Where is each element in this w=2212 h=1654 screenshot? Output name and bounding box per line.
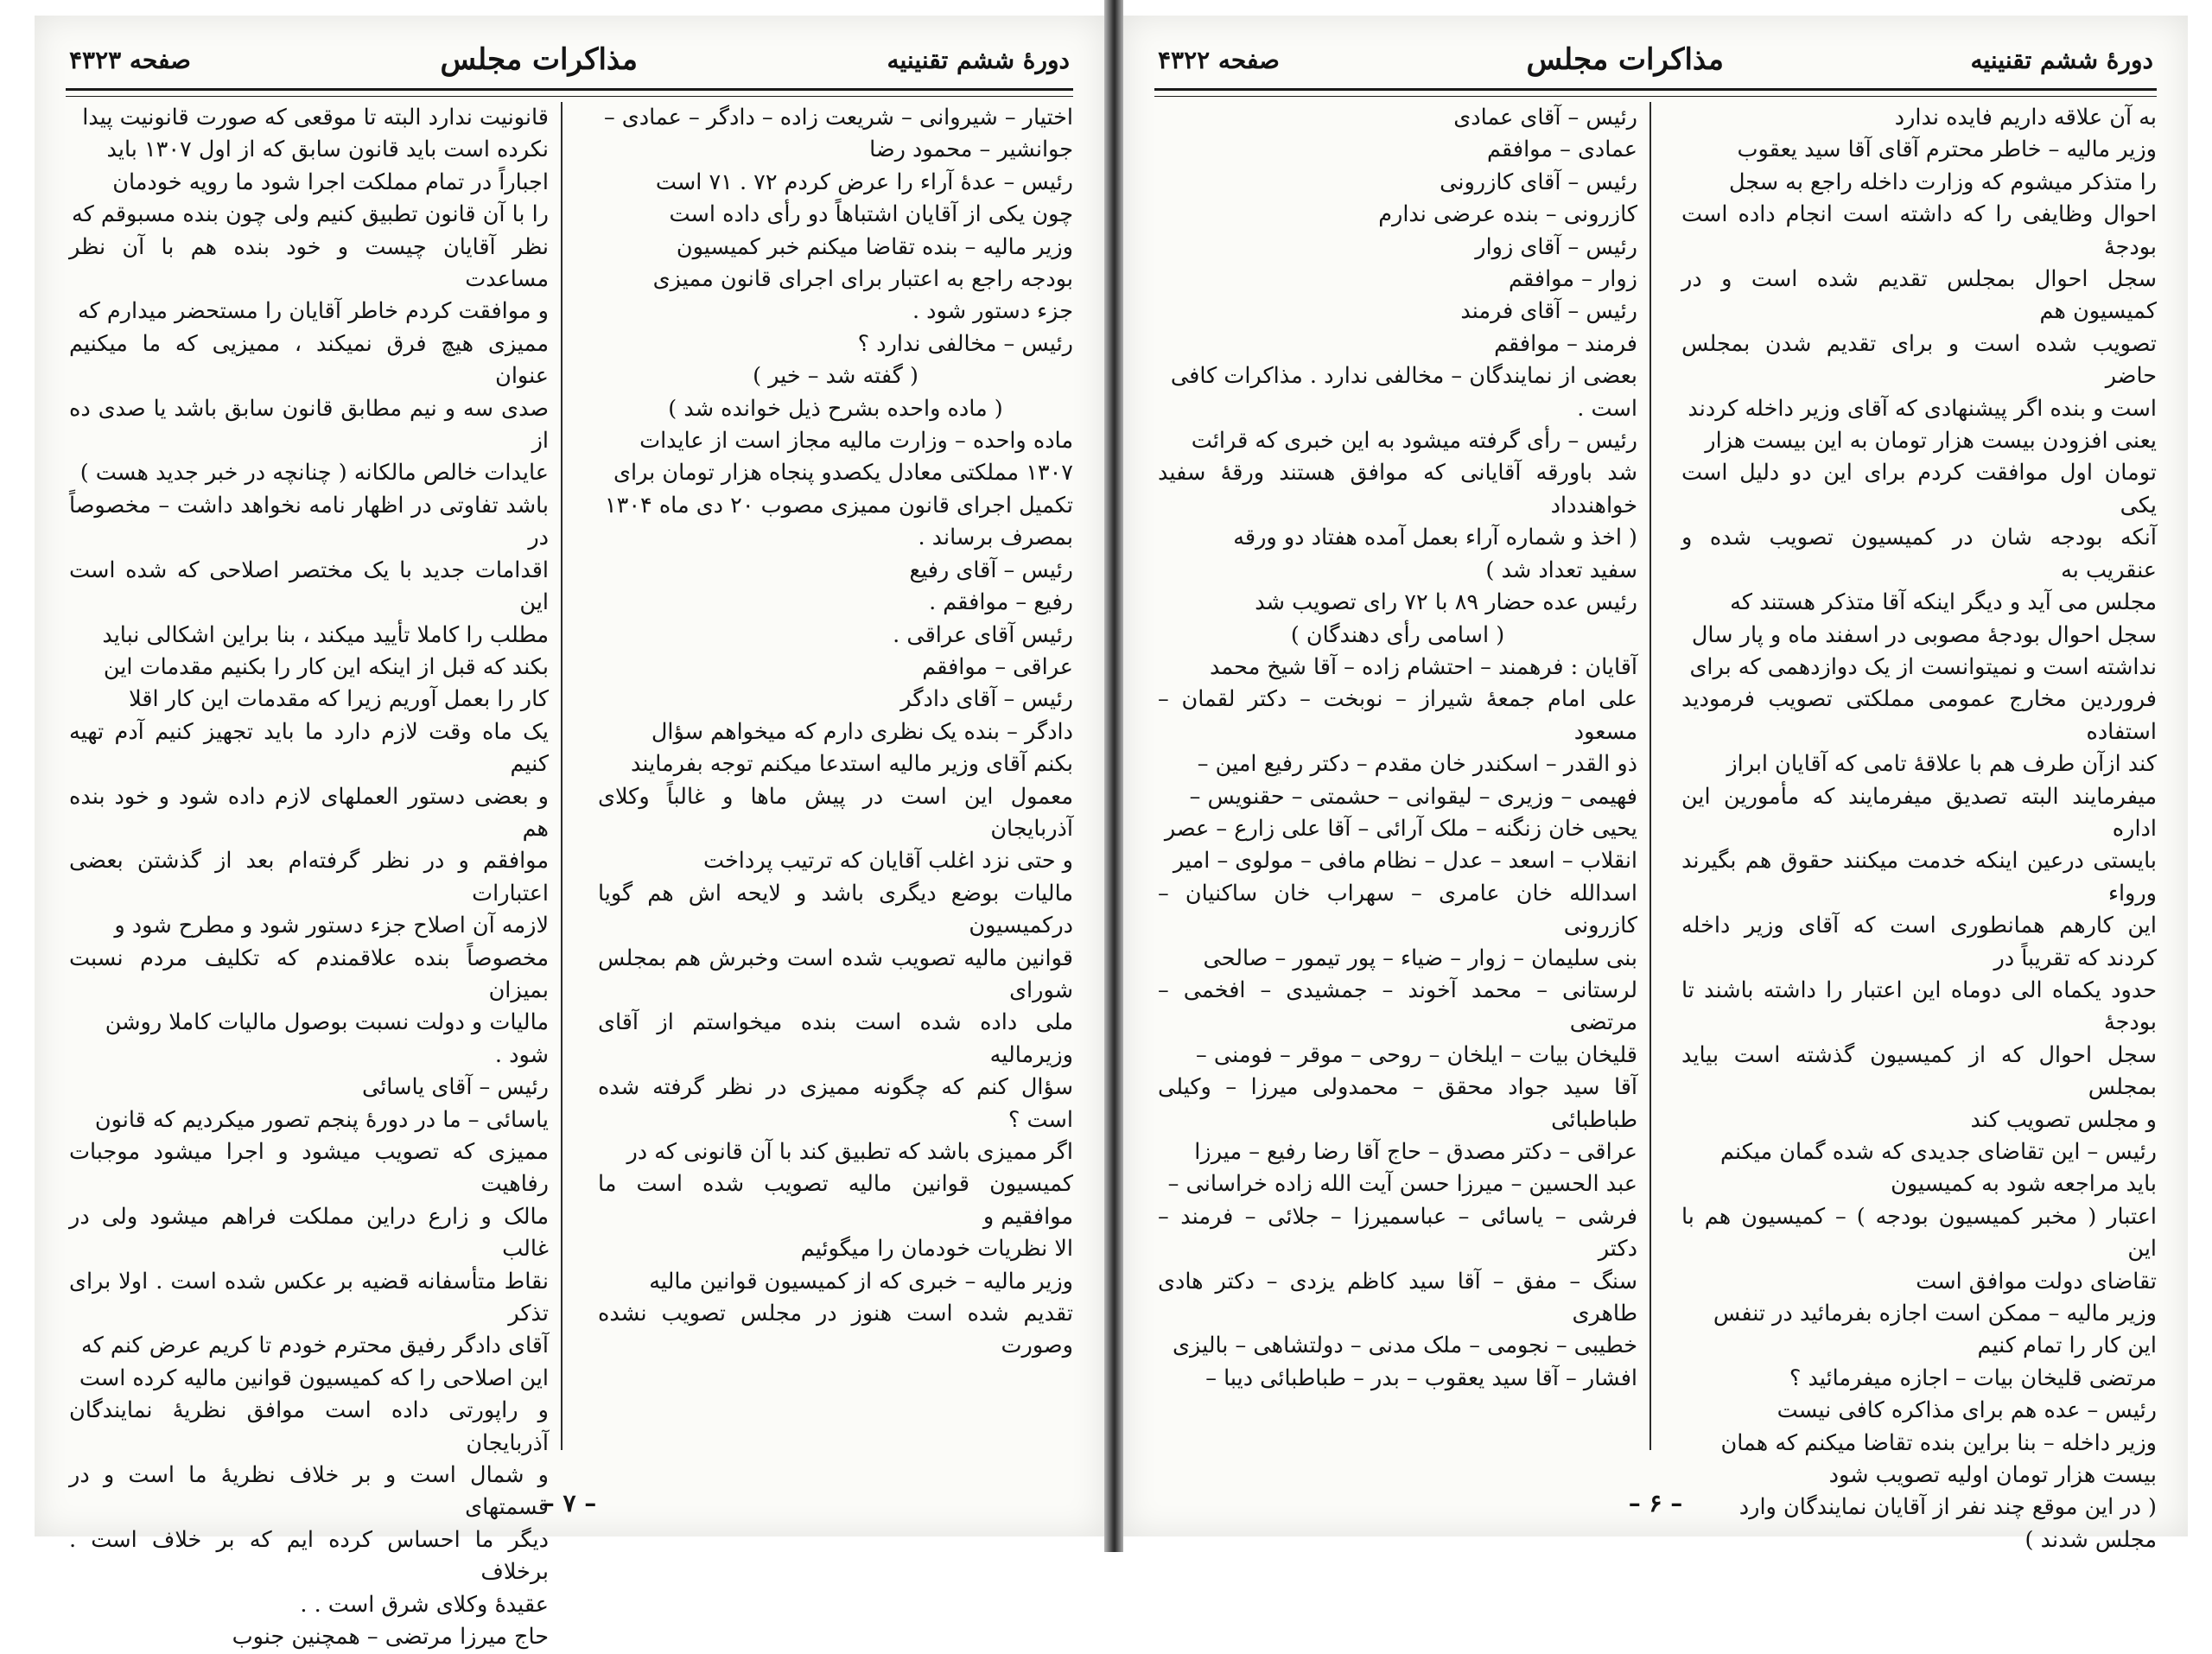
text-line: سجل احوال بودجۀ مصوبی در اسفند ماه و پار سال xyxy=(1691,621,2157,648)
text-line: بودجه راجع به اعتبار برای اجرای قانون ممیزی xyxy=(652,266,1073,293)
text-line: یعنی افزودن بیست هزار تومان به این بیست هزار xyxy=(1705,428,2157,455)
text-line: بایستی درعین اینکه خدمت میکنند حقوق هم بگیرند ورواء xyxy=(1681,848,2157,907)
right-header-rule xyxy=(1154,88,2157,97)
text-line: مخصوصاً بنده علاقمندم که تکلیف مردم نسبت بمیزان xyxy=(69,945,549,1003)
text-line: ماده واحده – وزارت مالیه مجاز است از عایدات xyxy=(639,428,1073,455)
right-page-column-left xyxy=(1158,102,1637,1467)
text-line: مرتضی قلیخان بیات – اجازه میفرمائید ؟ xyxy=(1789,1365,2157,1391)
text-line: مجلس شدند ) xyxy=(2024,1526,2157,1553)
text-line: و بعضی دستور العملهای لازم داده شود و خود بنده هم xyxy=(69,783,549,842)
text-line: یحیی خان زنگنه – ملک آرائی – آقا علی زارع – عصر xyxy=(1164,815,1637,842)
text-line: عمادی – موافقم xyxy=(1487,137,1637,163)
text-line: را با آن قانون تطبیق کنیم ولی چون بنده مسبوقم که xyxy=(71,201,549,228)
text-line: فهیمی – وزیری – لیقوانی – حشمتی – حقنویس – xyxy=(1189,783,1637,810)
text-line: تومان اول موافقت کردم برای این دو دلیل است یکی xyxy=(1681,460,2157,518)
text-line: رئیس – آقای زوار xyxy=(1475,233,1637,260)
text-line: دیگر ما احساس کرده ایم که بر خلاف است . برخلاف xyxy=(69,1526,549,1586)
text-line: رئیس – مخالفی ندارد ؟ xyxy=(857,330,1073,357)
text-line: فروردین مخارج عمومی مملکتی تصویب فرمودید استفاده xyxy=(1681,686,2157,745)
text-line: موافقم و در نظر گرفته‌ام بعد از گذشتن بعضی اعتبارات xyxy=(69,848,549,907)
left-header-session: دورۀ ششم تقنینیه xyxy=(887,45,1070,74)
left-page-column-left xyxy=(69,102,549,1651)
text-line: و موافقت کردم خاطر آقایان را مستحضر میدارم که xyxy=(78,298,549,325)
text-line: ممیزی هیچ فرق نمیکند ، ممیزیی که ما میکنیم عنوان xyxy=(69,330,549,390)
text-line: کازرونی – بنده عرضی ندارم xyxy=(1378,201,1637,228)
text-line: سنگ – مفق – آقا سید کاظم یزدی – دکتر هادی طاهری xyxy=(1158,1268,1637,1327)
text-line: رئیس – آقای رفیع xyxy=(909,557,1073,583)
text-line: احوال وظایفی را که داشته است انجام داده است بودجۀ xyxy=(1681,201,2157,260)
text-line: فرشی – یاسائی – عباسمیرزا – جلائی – فرمند – دکتر xyxy=(1158,1203,1637,1263)
text-line: رئیس – آقای فرمند xyxy=(1460,298,1637,325)
text-line: و شمال است و بر خلاف نظریۀ ما است و در قسمتهای xyxy=(69,1462,549,1521)
left-page xyxy=(35,16,1104,1651)
text-line: وزیر مالیه – ممکن است اجازه بفرمائید در تنفس xyxy=(1713,1301,2157,1327)
text-line: این کار را تمام کنیم xyxy=(1977,1333,2157,1359)
text-line: انقلاب – اسعد – عدل – نظام مافی – مولوی – امیر xyxy=(1173,848,1637,875)
text-line: رئیس – آقای کازرونی xyxy=(1440,169,1637,195)
text-line: ممیزی که تصویب میشود و اجرا میشود موجبات رفاهیت xyxy=(69,1139,549,1198)
text-line: عقیدۀ وکلای شرق است . . xyxy=(300,1591,549,1618)
left-header-title: مذاکرات مجلس xyxy=(440,42,638,77)
text-line: یک ماه وقت لازم دارد ما باید تجهیز کنیم آدم تهیه کنیم xyxy=(69,718,549,778)
text-line: و مجلس تصویب کند xyxy=(1970,1106,2157,1133)
text-line: بکند که قبل از اینکه این کار را بکنیم مقدمات این xyxy=(103,653,549,680)
text-line: ۱۳۰۷ مملکتی معادل یکصدو پنجاه هزار تومان برای xyxy=(613,460,1073,487)
text-line: اگر ممیزی باشد که تطبیق کند با آن قانونی که در xyxy=(626,1139,1073,1165)
text-line: علی امام جمعۀ شیراز – نوبخت – دکتر لقمان – مسعود xyxy=(1158,686,1637,745)
text-line: آنکه بودجه شان در کمیسیون تصویب شده و عنقریب به xyxy=(1681,525,2157,583)
text-line: اقدامات جدید با یک مختصر اصلاحی که شده است این xyxy=(69,557,549,616)
text-line: رئیس – عدۀ آراء را عرض کردم ۷۲ . ۷۱ است xyxy=(655,169,1073,195)
text-line: بنی سلیمان – زوار – ضیاء – پور تیمور – صالحی xyxy=(1203,945,1637,971)
text-line: حدود یکماه الی دوماه این اعتبار را داشته باشند تا بودجۀ xyxy=(1681,976,2157,1036)
text-line: دادگر – بنده یک نظری دارم که میخواهم سؤال xyxy=(651,718,1073,745)
text-line: قانونیت ندارد البته تا موقعی که صورت قانونیت پیدا xyxy=(82,105,549,130)
text-line: ( گفته شد – خیر ) xyxy=(753,363,918,390)
text-line: کمیسیون قوانین مالیه تصویب شده است ما موافقیم و xyxy=(598,1171,1073,1230)
text-line: رفیع – موافقم . xyxy=(929,589,1073,616)
text-line: اجباراً در تمام مملکت اجرا شود ما رویه خودمان xyxy=(112,169,549,195)
text-line: و راپورتی داده است موافق نظریۀ نمایندگان آذربایجان xyxy=(69,1397,549,1456)
right-page xyxy=(1123,16,2188,1553)
right-page-folio: – ۶ – xyxy=(1628,1489,1683,1517)
text-line: وزیر مالیه – بنده تقاضا میکنم خبر کمیسیون xyxy=(676,233,1073,260)
text-line: آقای دادگر رفیق محترم خودم تا کریم عرض کنم که xyxy=(80,1333,549,1359)
text-line: حاج میرزا مرتضی – همچنین جنوب xyxy=(232,1624,549,1651)
left-page-folio: – ۷ – xyxy=(542,1489,597,1517)
text-line: رئیس – آقای دادگر xyxy=(900,686,1073,713)
text-line: تقدیم شده است هنوز در مجلس تصویب نشده وصورت xyxy=(598,1301,1073,1359)
text-line: ( ماده واحده بشرح ذیل خوانده شد ) xyxy=(668,395,1003,422)
text-line: رئیس – آقای یاسائی xyxy=(361,1074,549,1101)
text-line: زوار – موافقم xyxy=(1509,266,1637,293)
text-line: وزیر مالیه – خاطر محترم آقای آقا سید یعقوب xyxy=(1737,137,2157,163)
text-line: نقاط متأسفانه قضیه بر عکس شده است . اولا برای تذکر xyxy=(69,1268,549,1327)
text-line: تقاضای دولت موافق است xyxy=(1916,1268,2157,1295)
text-line: عبد الحسین – میرزا حسن آیت الله زاده خراسانی – xyxy=(1167,1171,1637,1198)
text-line: مالیات بوضع دیگری باشد و لایحه اش هم گویا درکمیسیون xyxy=(598,880,1073,939)
text-line: نظر آقایان چیست و خود بنده هم با آن نظر مساعدت xyxy=(69,233,549,293)
text-line: به آن علاقه داریم فایده ندارد xyxy=(1894,105,2157,130)
text-line: افشار – آقا سید یعقوب – بدر – طباطبائی دیبا – xyxy=(1205,1365,1637,1391)
text-line: ( اسامی رأی دهندگان ) xyxy=(1290,621,1505,648)
text-line: رئیس آقای عراقی . xyxy=(893,621,1073,648)
text-line: کند ازآن طرف هم با علاقۀ تامی که آقایان ابراز xyxy=(1726,751,2157,778)
right-header-session: دورۀ ششم تقنینیه xyxy=(1970,45,2153,74)
text-line: مالک و زارع دراین مملکت فراهم میشود ولی در غالب xyxy=(69,1203,549,1263)
right-page-header xyxy=(1158,38,2153,81)
text-line: قوانین مالیه تصویب شده است وخبرش هم بمجلس شورای xyxy=(598,945,1073,1003)
text-line: نکرده است باید قانون سابق که از اول ۱۳۰۷ باید xyxy=(106,137,549,163)
text-line: سجل احوال که از کمیسیون گذشته است بیاید بمجلس xyxy=(1681,1041,2157,1101)
text-line: رئیس – رأی گرفته میشود به این خبری که قرائت xyxy=(1191,428,1637,455)
right-header-page-number: صفحه ۴۳۲۲ xyxy=(1158,45,1280,74)
text-line: مالیات و دولت نسبت بوصول مالیات کاملا روشن xyxy=(105,1009,549,1036)
text-line: میفرمایند البته تصدیق میفرمایند که مأمورین این اداره xyxy=(1681,783,2157,842)
text-line: تصویب شده است و برای تقدیم شدن بمجلس حاضر xyxy=(1681,330,2157,390)
text-line: وزیر داخله – بنا براین بنده تقاضا میکنم که همان xyxy=(1720,1429,2157,1456)
text-line: شد باورقه آقایانی که موافق هستند ورقۀ سفید خواهندداد xyxy=(1158,460,1637,518)
text-line: سفید تعداد شد ) xyxy=(1485,557,1637,583)
text-line: بیست هزار تومان اولیه تصویب شود xyxy=(1828,1462,2157,1489)
text-line: کار را بعمل آوریم زیرا که مقدمات این کار اقلا xyxy=(129,686,549,713)
text-line: لازمه آن اصلاح جزء دستور شود و مطرح شود و xyxy=(114,913,549,939)
text-line: الا نظریات خودمان را میگوئیم xyxy=(800,1236,1073,1263)
right-page-column-right xyxy=(1681,102,2157,1553)
text-line: شود . xyxy=(494,1041,549,1068)
text-line: است و بنده اگر پیشنهادی که آقای وزیر داخله کردند xyxy=(1688,395,2157,422)
left-header-rule xyxy=(66,88,1073,97)
text-line: وزیر مالیه – خبری که از کمیسیون قوانین مالیه xyxy=(649,1268,1073,1295)
text-line: عراقی – دکتر مصدق – حاج آقا رضا رفیع – میرزا xyxy=(1194,1139,1637,1165)
text-line: آقایان : فرهمند – احتشام زاده – آقا شیخ محمد xyxy=(1210,653,1637,680)
left-header-page-number: صفحه ۴۳۲۳ xyxy=(69,45,191,74)
text-line: تکمیل اجرای قانون ممیزی مصوب ۲۰ دی ماه ۱۳۰۴ xyxy=(604,492,1073,518)
text-line: ملی داده شده است بنده میخواستم از آقای وزیرمالیه xyxy=(598,1009,1073,1068)
text-line: عراقی – موافقم xyxy=(922,653,1073,680)
right-page-column-divider xyxy=(1649,102,1651,1450)
text-line: جوانشیر – محمود رضا xyxy=(869,137,1073,163)
text-line: را متذکر میشوم که وزارت داخله راجع به سجل xyxy=(1728,169,2157,195)
text-line: یاسائی – ما در دورۀ پنجم تصور میکردیم که قانون xyxy=(94,1106,549,1133)
text-line: اعتبار ( مخبر کمیسیون بودجه ) – کمیسیون هم با این xyxy=(1681,1203,2157,1263)
book-gutter xyxy=(1104,0,1123,1552)
text-line: مطلب را کاملا تأیید میکند ، بنا براین اشکالی نباید xyxy=(102,621,549,648)
text-line: چون یکی از آقایان اشتباهاً دو رأی داده است xyxy=(669,201,1073,228)
text-line: مجلس می آید و دیگر اینکه آقا متذکر هستند که xyxy=(1730,589,2157,616)
text-line: باشد تفاوتی در اظهار نامه نخواهد داشت – مخصوصاً در xyxy=(69,492,549,551)
text-line: سؤال کنم که چگونه ممیزی در نظر گرفته شده است ؟ xyxy=(598,1074,1073,1133)
text-line: این اصلاحی را که کمیسیون قوانین مالیه کرده است xyxy=(79,1365,549,1391)
text-line: سجل احوال بمجلس تقدیم شده است و در کمیسیون هم xyxy=(1681,266,2157,325)
text-line: خطیبی – نجومی – ملک مدنی – دولتشاهی – بالیزی xyxy=(1173,1333,1637,1359)
text-line: جزء دستور شود . xyxy=(912,298,1073,325)
text-line: اسدالله خان عامری – سهراب خان ساکنیان – کازرونی xyxy=(1158,880,1637,939)
text-line: ( اخذ و شماره آراء بعمل آمده هفتاد دو ورقه xyxy=(1233,525,1637,551)
text-line: این کارهم همانطوری است که آقای وزیر داخله کردند که تقریباً در xyxy=(1681,913,2157,971)
text-line: رئیس – عده هم برای مذاکره کافی نیست xyxy=(1777,1397,2157,1424)
text-line: عایدات خالص مالکانه ( چنانچه در خبر جدید هست ) xyxy=(79,460,549,487)
text-line: بعضی از نمایندگان – مخالفی ندارد . مذاکرات کافی xyxy=(1170,363,1637,390)
text-line: نداشته است و نمیتوانست از یک دوازدهمی که برای xyxy=(1689,653,2157,680)
text-line: رئیس – این تقاضای جدیدی که شده گمان میکنم xyxy=(1720,1139,2157,1165)
text-line: آقا سید جواد محقق – محمدولی میرزا – وکیلی طباطبائی xyxy=(1158,1074,1637,1133)
text-line: رئیس عده حضار ۸۹ با ۷۲ رای تصویب شد xyxy=(1255,589,1637,616)
text-line: معمول این است در پیش ماها و غالباً وکلای آذربایجان xyxy=(598,783,1073,842)
text-line: و حتی نزد اغلب آقایان که ترتیب پرداخت xyxy=(702,848,1073,875)
left-page-header xyxy=(69,38,1070,81)
text-line: ذو القدر – اسکندر خان مقدم – دکتر رفیع امین – xyxy=(1197,751,1637,778)
left-page-column-right xyxy=(598,102,1073,1467)
text-line: اختیار – شیروانی – شریعت زاده – دادگر – عمادی – xyxy=(603,105,1073,130)
text-line: است . xyxy=(1577,395,1637,422)
left-page-column-divider xyxy=(561,102,563,1450)
text-line: ( در این موقع چند نفر از آقایان نمایندگان وارد xyxy=(1738,1494,2157,1521)
text-line: بکنم آقای وزیر مالیه استدعا میکنم توجه بفرمایند xyxy=(631,751,1073,778)
text-line: فرمند – موافقم xyxy=(1494,330,1637,357)
text-line: رئیس – آقای عمادی xyxy=(1453,105,1637,130)
text-line: صدی سه و نیم مطابق قانون سابق باشد یا صدی ده از xyxy=(69,395,549,455)
text-line: لرستانی – محمد آخوند – جمشیدی – افخمی – مرتضی xyxy=(1158,976,1637,1036)
text-line: قلیخان بیات – ایلخان – روحی – موقر – فومنی – xyxy=(1196,1041,1637,1068)
right-header-title: مذاکرات مجلس xyxy=(1526,42,1724,77)
text-line: بمصرف برساند . xyxy=(918,525,1073,551)
text-line: باید مراجعه شود به کمیسیون xyxy=(1891,1171,2157,1198)
